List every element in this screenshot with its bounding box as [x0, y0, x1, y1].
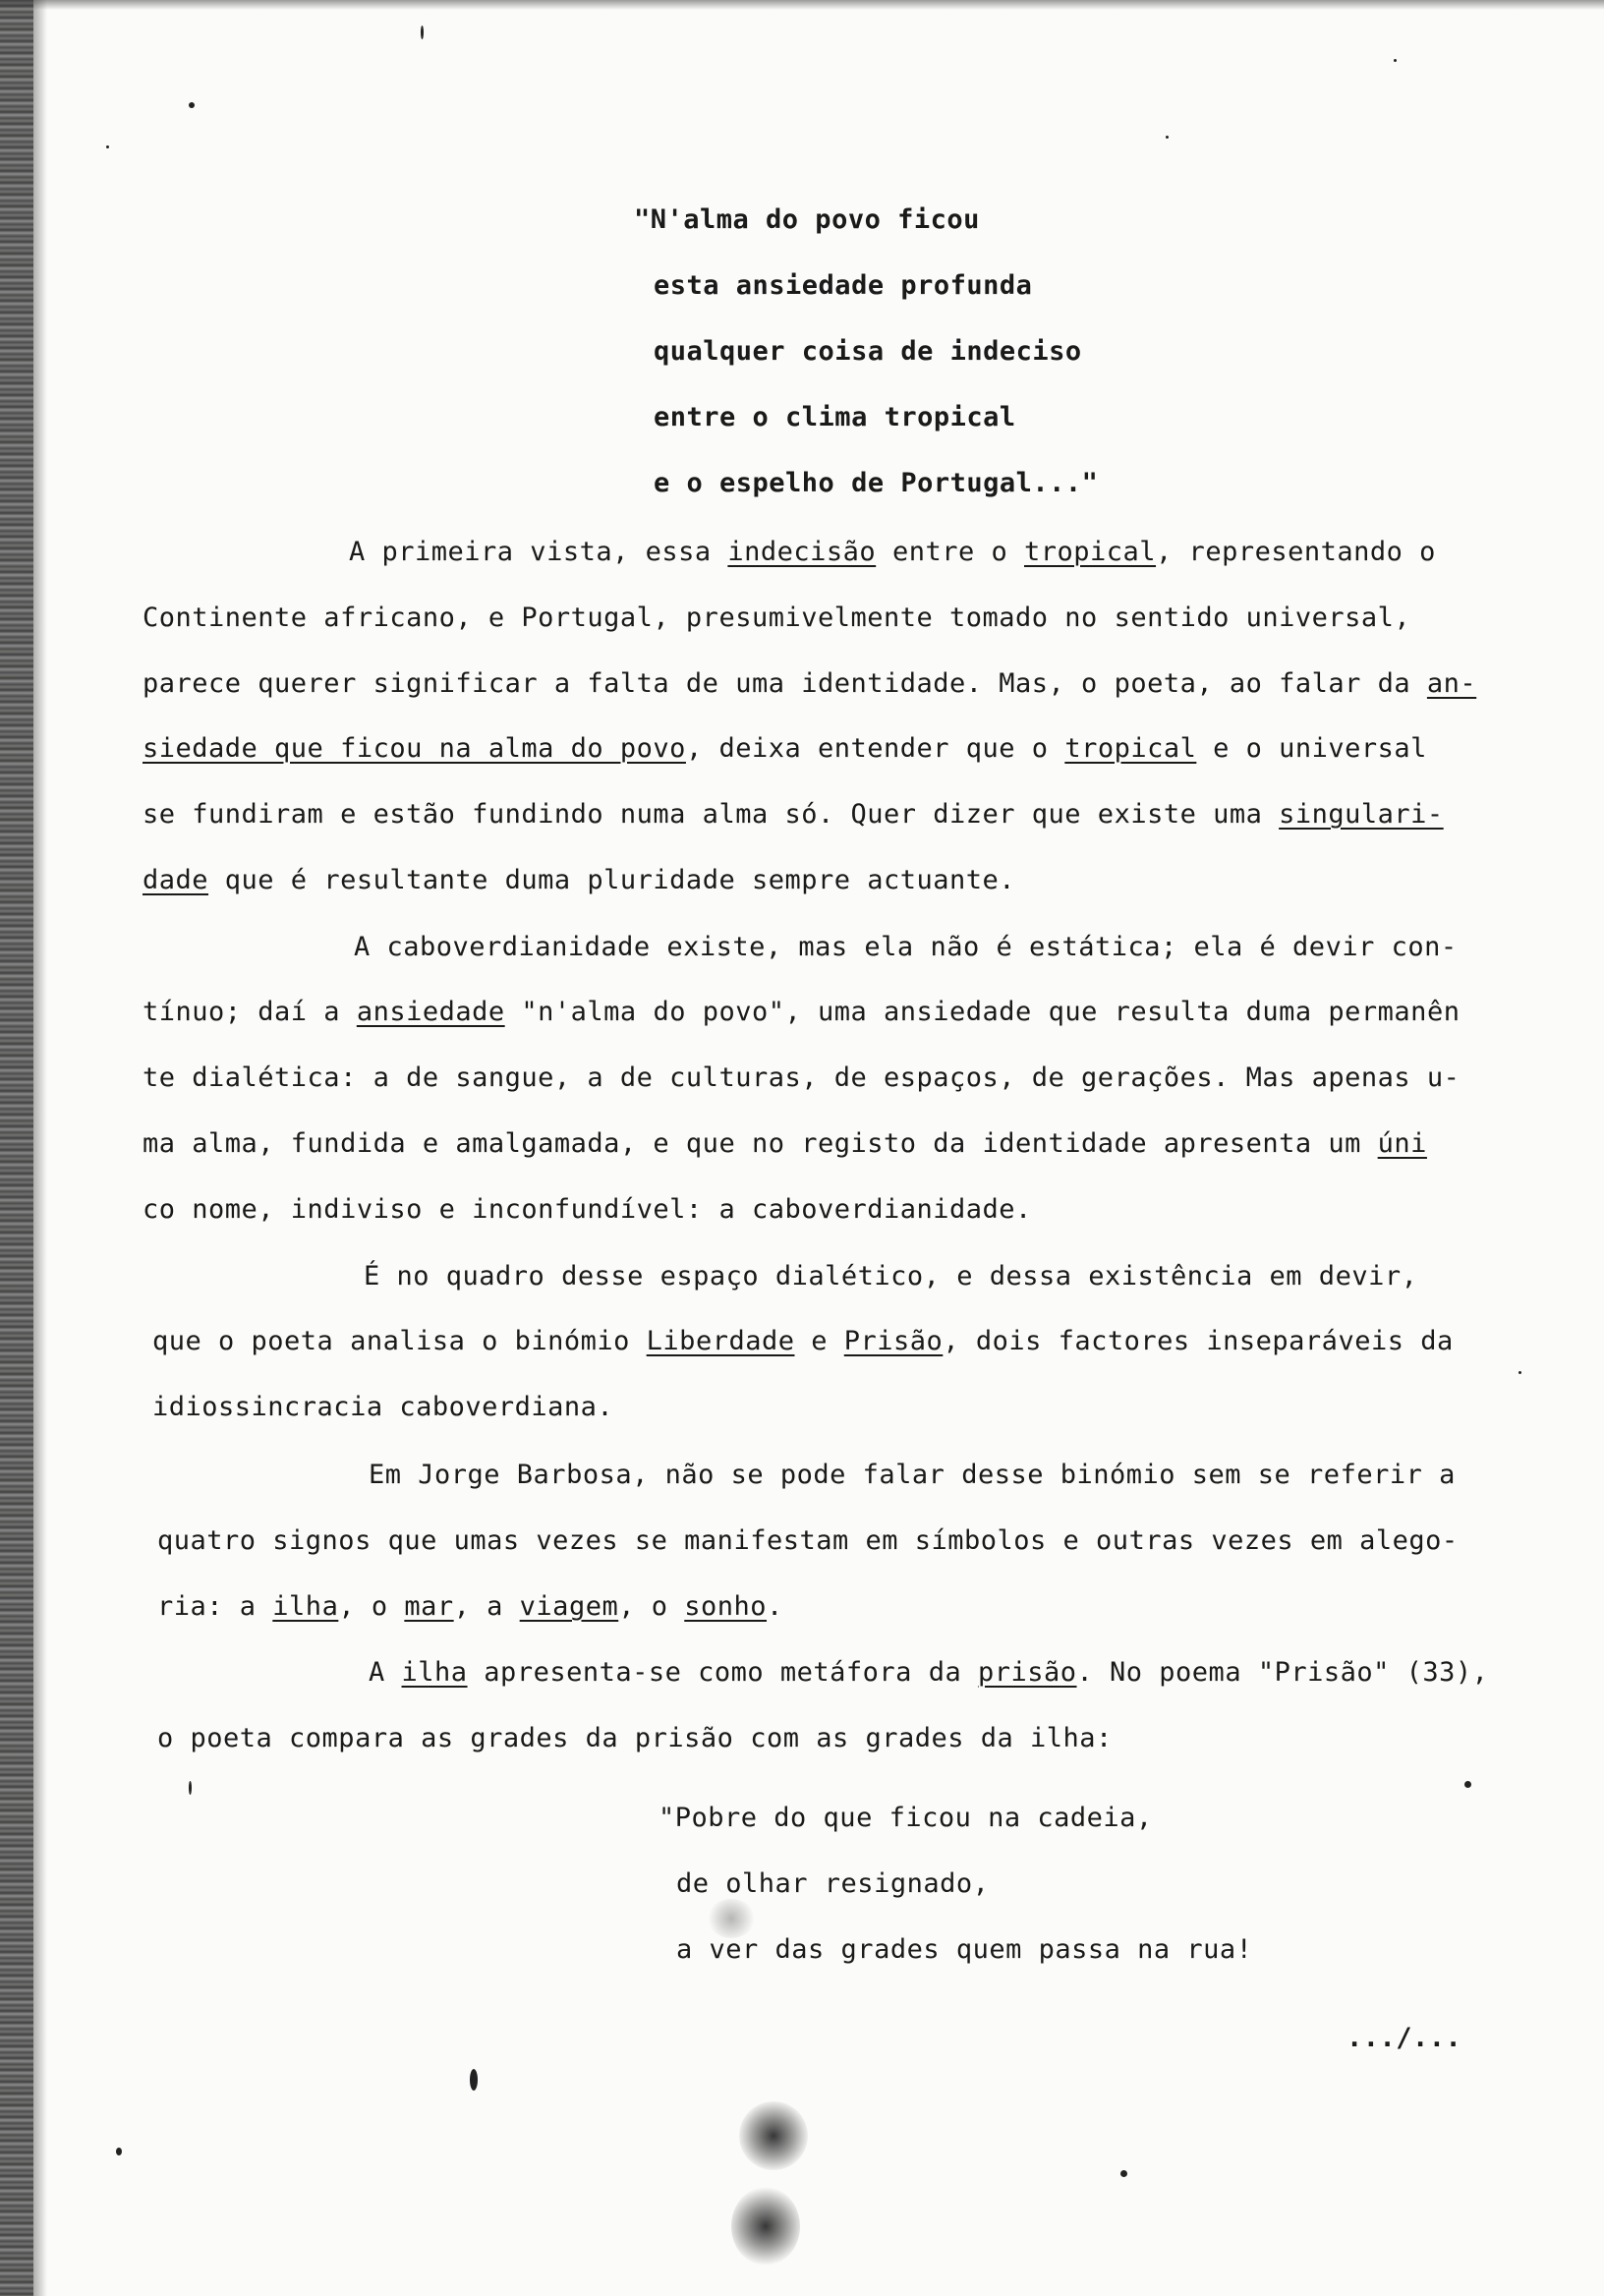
underlined-ansiedade: ansiedade [356, 997, 505, 1027]
paragraph-2-line-5: co nome, indiviso e inconfundível: a caboverdianidade. [143, 1194, 1032, 1225]
scan-speck [189, 1781, 192, 1795]
scan-edge-shadow [33, 0, 47, 2296]
underlined-phrase-alma-do-povo: siedade que ficou na alma do povo [143, 733, 686, 764]
epigraph-line-1: "N'alma do povo ficou [634, 204, 980, 235]
paragraph-4-line-2: quatro signos que umas vezes se manifestam em símbolos e outras vezes em alego- [157, 1525, 1459, 1556]
underlined-mar: mar [404, 1591, 454, 1622]
scan-speck [1120, 2170, 1127, 2177]
paragraph-5-line-2: o poeta compara as grades da prisão com as grades da ilha: [157, 1723, 1113, 1753]
underlined-liberdade: Liberdade [646, 1326, 795, 1356]
scan-speck [106, 145, 109, 148]
paragraph-1-line-3: parece querer significar a falta de uma identidade. Mas, o poeta, ao falar da an- [143, 668, 1477, 699]
scan-speck [421, 26, 424, 39]
paragraph-1-line-2: Continente africano, e Portugal, presumivelmente tomado no sentido universal, [143, 603, 1411, 633]
epigraph-line-3: qualquer coisa de indeciso [654, 336, 1082, 367]
underlined-sonho: sonho [684, 1591, 768, 1622]
scan-speck [1464, 1781, 1471, 1788]
underlined-viagem: viagem [519, 1591, 619, 1622]
paragraph-2-line-2: tínuo; daí a ansiedade "n'alma do povo", uma ansiedade que resulta duma permanên [143, 997, 1461, 1027]
paragraph-3-line-2: que o poeta analisa o binómio Liberdade e Prisão, dois factores inseparáveis da [152, 1326, 1454, 1356]
paragraph-1-line-4: siedade que ficou na alma do povo, deixa entender que o tropical e o universal [143, 733, 1427, 764]
scan-speck [1518, 1371, 1521, 1374]
epigraph-line-5: e o espelho de Portugal..." [654, 468, 1099, 498]
paragraph-1-line-1: A primeira vista, essa indecisão entre o tropical, representando o [349, 537, 1436, 567]
underlined-indecisao: indecisão [727, 537, 877, 567]
scan-speck [189, 102, 195, 108]
underlined-prisao: Prisão [843, 1326, 944, 1356]
epigraph-line-4: entre o clima tropical [654, 402, 1016, 432]
paragraph-4-line-1: Em Jorge Barbosa, não se pode falar desse binómio sem se referir a [369, 1460, 1456, 1490]
scan-smudge [731, 2187, 800, 2266]
paragraph-2-line-1: A caboverdianidade existe, mas ela não é estática; ela é devir con- [354, 932, 1458, 962]
paragraph-2-line-4: ma alma, fundida e amalgamada, e que no registo da identidade apresenta um úni [143, 1128, 1427, 1159]
scan-binding-edge [0, 0, 33, 2296]
paragraph-3-line-1: É no quadro desse espaço dialético, e dessa existência em devir, [364, 1261, 1418, 1292]
scan-speck [1394, 59, 1397, 62]
scan-smudge [708, 1899, 755, 1938]
scan-top-shadow [0, 0, 1604, 10]
epigraph-line-2: esta ansiedade profunda [654, 270, 1033, 301]
underlined-ilha: ilha [272, 1591, 339, 1622]
scan-smudge [739, 2101, 808, 2170]
paragraph-1-line-5: se fundiram e estão fundindo numa alma só. Quer dizer que existe uma singulari- [143, 799, 1444, 830]
quote-line-1: "Pobre do que ficou na cadeia, [659, 1803, 1153, 1833]
paragraph-1-line-6: dade que é resultante duma pluridade sempre actuante. [143, 865, 1016, 895]
paragraph-3-line-3: idiossincracia caboverdiana. [152, 1392, 614, 1422]
paragraph-4-line-3: ria: a ilha, o mar, a viagem, o sonho. [157, 1591, 783, 1622]
paragraph-2-line-3: te dialética: a de sangue, a de culturas, de espaços, de gerações. Mas apenas u- [143, 1062, 1461, 1093]
scan-speck [470, 2069, 478, 2091]
scan-speck [116, 2148, 122, 2155]
quote-line-2: de olhar resignado, [676, 1868, 990, 1899]
quote-line-3: a ver das grades quem passa na rua! [676, 1934, 1253, 1965]
paragraph-5-line-1: A ilha apresenta-se como metáfora da prisão. No poema "Prisão" (33), [369, 1657, 1489, 1688]
scan-speck [1166, 136, 1169, 139]
continuation-marker: .../... [1346, 2023, 1462, 2053]
underlined-tropical: tropical [1024, 537, 1157, 567]
